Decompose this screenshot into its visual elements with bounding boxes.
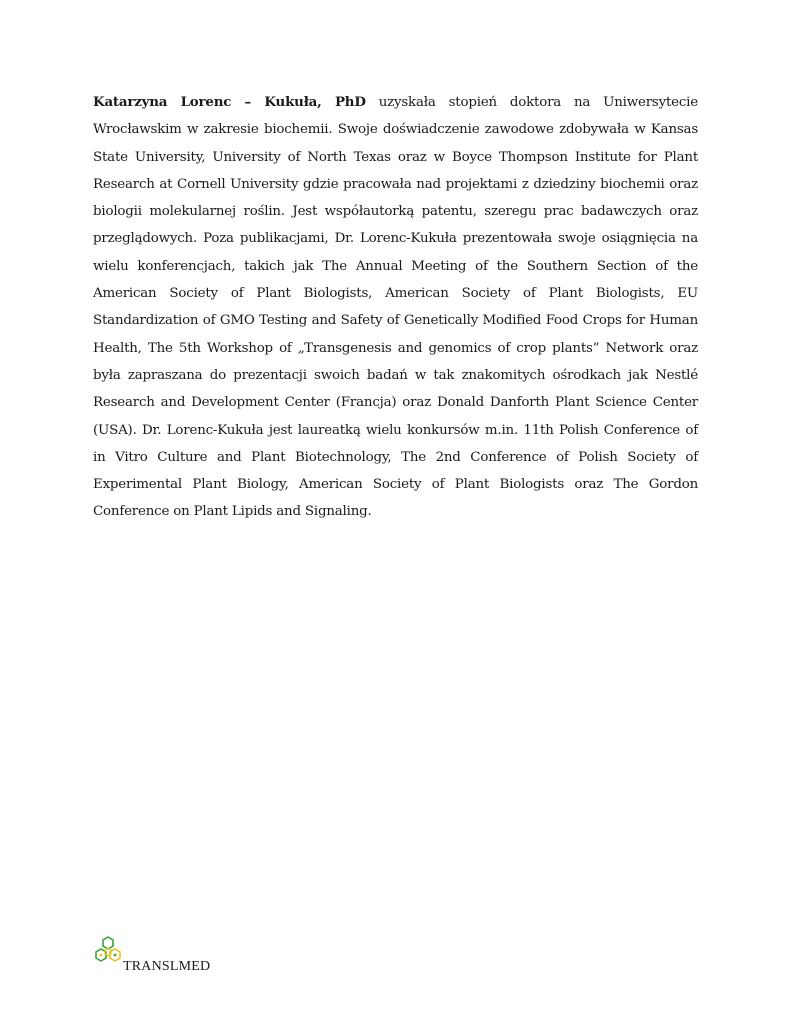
hexagon-cluster-logo-icon [93, 936, 123, 966]
author-name: Katarzyna Lorenc – Kukuła, PhD [93, 94, 366, 110]
footer-logo [93, 936, 293, 978]
bio-text: uzyskała stopień doktora na Uniwersytecie Wrocławskim w zakresie biochemii. Swoje doświadczenie zawodowe zdobywała w Kansas State University, University of North Texas oraz w Boyce Thompson Institute for Plant Research at Cornell University gdzie pracowała nad projektami z dziedziny biochemii oraz biologii molekularnej roślin. Jest współautorką patentu, szeregu prac badawczych oraz przeglądowych. Poza publikacjami, Dr. Lorenc-Kukuła prezentowała swoje osiągnięcia na wielu konferencjach, takich jak The Annual Meeting of the Southern Section of the American Society of Plant Biologists, American Society of Plant Biologists, EU Standardization of GMO Testing and Safety of Genetically Modified Food Crops for Human Health, The 5th Workshop of „Transgenesis and genomics of crop plants” Network oraz była zapraszana do prezentacji swoich badań w tak znakomitych ośrodkach jak Nestlé Research and Development Center (Francja) oraz Donald Danforth Plant Science Center (USA). Dr. Lorenc-Kukuła jest laureatką wielu konkursów m.in. 11th Polish Conference of in Vitro Culture and Plant Biotechnology, The 2nd Conference of Polish Society of Experimental Plant Biology, American Society of Plant Biologists oraz The Gordon Conference on Plant Lipids and Signaling. [93, 95, 698, 520]
bio-paragraph [93, 89, 698, 526]
logo-text: TRANSLMED [123, 959, 211, 974]
